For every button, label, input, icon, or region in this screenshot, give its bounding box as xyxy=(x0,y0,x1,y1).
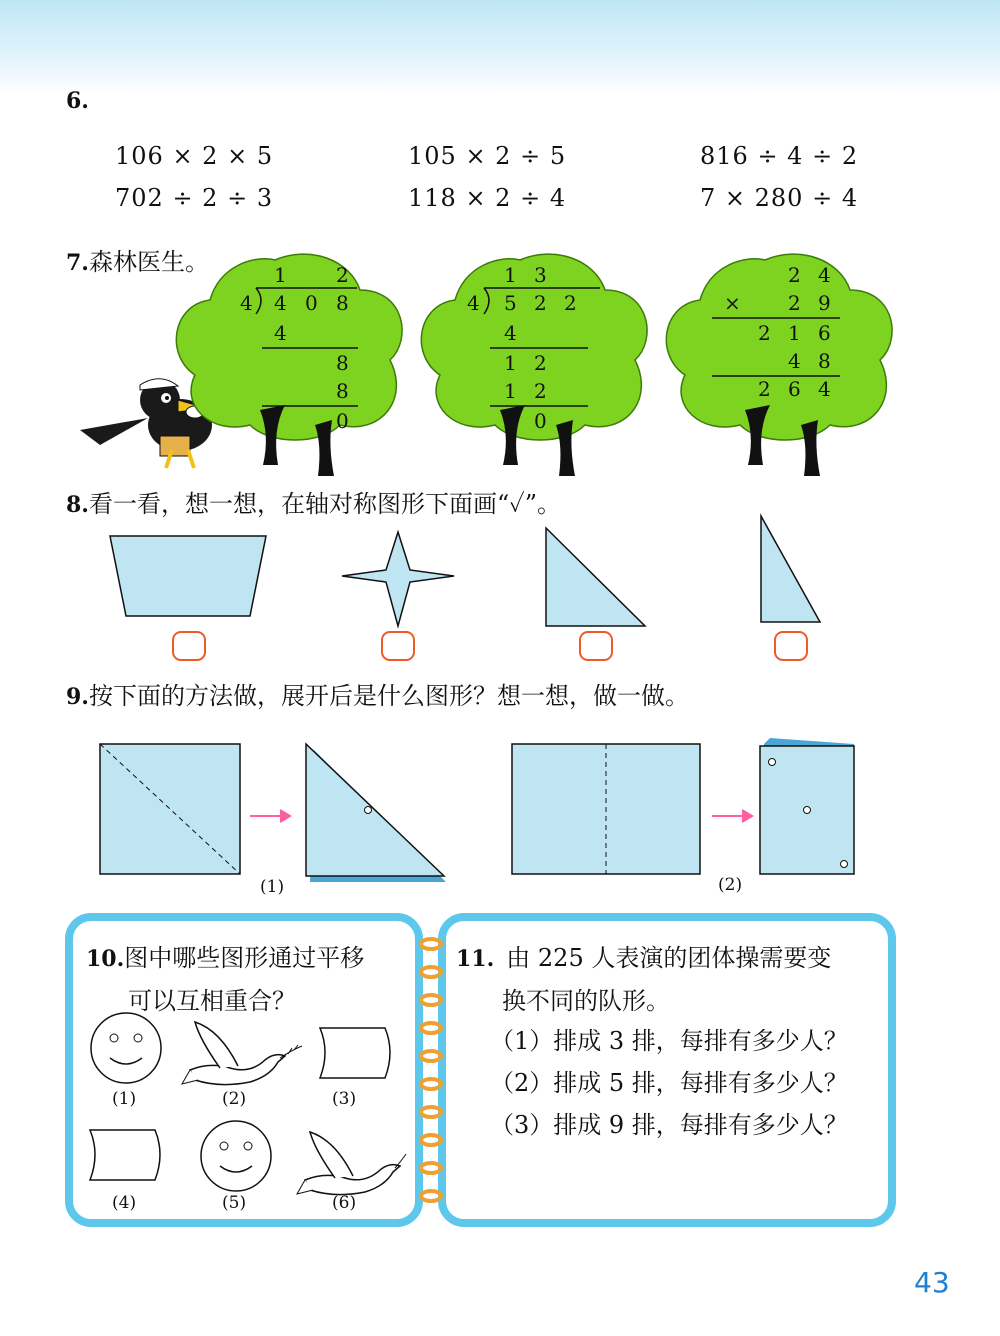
q10-text: 图中哪些图形通过平移 xyxy=(124,944,365,972)
q9-number: 9. xyxy=(66,684,89,710)
diagram-label: (1) xyxy=(260,877,285,897)
q11-line1 xyxy=(456,938,831,973)
folded-triangle xyxy=(306,744,444,876)
q11-number: 11. xyxy=(456,946,495,972)
remainder: 0 xyxy=(336,409,349,433)
curved-rectangle-figure xyxy=(90,1130,160,1180)
q6-expression: 816 ÷ 4 ÷ 2 xyxy=(700,142,859,170)
dividend-digit: 2 xyxy=(564,291,577,315)
q7-title: 森林医生。 xyxy=(88,248,209,276)
partial-digit: 6 xyxy=(818,321,831,345)
answer-box[interactable] xyxy=(173,632,205,660)
q8-shapes xyxy=(100,510,840,670)
dividend-digit: 8 xyxy=(336,291,349,315)
divisor: 4 xyxy=(240,291,253,315)
result-digit: 6 xyxy=(788,377,801,401)
curved-rectangle-figure xyxy=(320,1028,390,1078)
dividend-digit: 0 xyxy=(305,291,318,315)
step-value: 2 xyxy=(534,379,547,403)
answer-box[interactable] xyxy=(382,632,414,660)
dove-figure xyxy=(182,1022,302,1085)
narrow-triangle-shape xyxy=(761,516,820,622)
q8-title: 看一看，想一想，在轴对称图形下面画“✓”。 xyxy=(88,490,561,518)
q6-expression: 7 × 280 ÷ 4 xyxy=(700,184,859,212)
q11-item: （2）排成 5 排，每排有多少人？ xyxy=(490,1069,848,1097)
q11-item: （1）排成 3 排，每排有多少人？ xyxy=(490,1027,848,1055)
remainder: 0 xyxy=(534,409,547,433)
partial-digit: 4 xyxy=(788,349,801,373)
tree-3 xyxy=(666,254,892,476)
figure-label: (6) xyxy=(332,1193,357,1213)
arrow-right-icon xyxy=(250,810,290,822)
page-number: 43 xyxy=(914,1266,950,1299)
result-digit: 4 xyxy=(818,377,831,401)
answer-box[interactable] xyxy=(580,632,612,660)
q6-expression: 105 × 2 ÷ 5 xyxy=(408,142,567,170)
quotient-digit: 1 xyxy=(504,263,517,287)
q11-line2: 换不同的队形。 xyxy=(502,987,670,1015)
factor-digit: 9 xyxy=(818,291,831,315)
result-digit: 2 xyxy=(758,377,771,401)
q9-heading xyxy=(66,676,689,711)
partial-digit: 1 xyxy=(788,321,801,345)
factor-digit: 2 xyxy=(788,291,801,315)
diagram-label: (2) xyxy=(718,875,743,895)
q10-figures xyxy=(80,1010,410,1220)
partial-digit: 2 xyxy=(758,321,771,345)
q6-expression: 106 × 2 × 5 xyxy=(115,142,274,170)
times-sign: × xyxy=(724,291,741,315)
step-value: 8 xyxy=(336,351,349,375)
punched-hole xyxy=(841,861,848,868)
dividend-digit: 4 xyxy=(274,291,287,315)
q10-number: 10. xyxy=(86,946,125,972)
q10-line2: 可以互相重合？ xyxy=(128,987,296,1015)
factor-digit: 4 xyxy=(818,263,831,287)
figure-label: (4) xyxy=(112,1193,137,1213)
q6-expression: 702 ÷ 2 ÷ 3 xyxy=(115,184,274,212)
step-value: 4 xyxy=(274,321,287,345)
quotient-digit: 1 xyxy=(274,263,287,287)
right-triangle-shape xyxy=(546,528,645,626)
punched-hole xyxy=(804,807,811,814)
q9-folding-diagrams xyxy=(90,730,870,900)
trapezoid-shape xyxy=(110,536,266,616)
dividend-digit: 2 xyxy=(534,291,547,315)
q10-line1 xyxy=(86,938,364,973)
q11-text: 由 225 人表演的团体操需要变 xyxy=(506,944,832,972)
punched-hole xyxy=(365,807,372,814)
q8-number: 8. xyxy=(66,492,89,518)
top-decoration-band xyxy=(0,0,1000,95)
arrow-right-icon xyxy=(712,810,752,822)
figure-label: (1) xyxy=(112,1089,137,1109)
divisor: 4 xyxy=(467,291,480,315)
q6-expression: 118 × 2 ÷ 4 xyxy=(408,184,567,212)
quotient-digit: 3 xyxy=(534,263,547,287)
partial-digit: 8 xyxy=(818,349,831,373)
factor-digit: 2 xyxy=(788,263,801,287)
punched-hole xyxy=(769,759,776,766)
dividend-digit: 5 xyxy=(504,291,517,315)
smiley-face-figure xyxy=(201,1121,271,1191)
quotient-digit: 2 xyxy=(336,263,349,287)
step-value: 1 xyxy=(504,379,517,403)
step-value: 2 xyxy=(534,351,547,375)
figure-label: (3) xyxy=(332,1089,357,1109)
figure-label: (5) xyxy=(222,1193,247,1213)
figure-label: (2) xyxy=(222,1089,247,1109)
step-value: 1 xyxy=(504,351,517,375)
q11-item: （3）排成 9 排，每排有多少人？ xyxy=(490,1111,848,1139)
dove-figure xyxy=(297,1132,406,1195)
step-value: 8 xyxy=(336,379,349,403)
q9-title: 按下面的方法做，展开后是什么图形？想一想，做一做。 xyxy=(88,682,689,710)
q7-number: 7. xyxy=(66,250,89,276)
star-shape xyxy=(342,532,454,626)
q7-trees xyxy=(60,240,920,480)
q6-number: 6. xyxy=(66,88,89,114)
step-value: 4 xyxy=(504,321,517,345)
answer-box[interactable] xyxy=(775,632,807,660)
smiley-face-figure xyxy=(91,1013,161,1083)
